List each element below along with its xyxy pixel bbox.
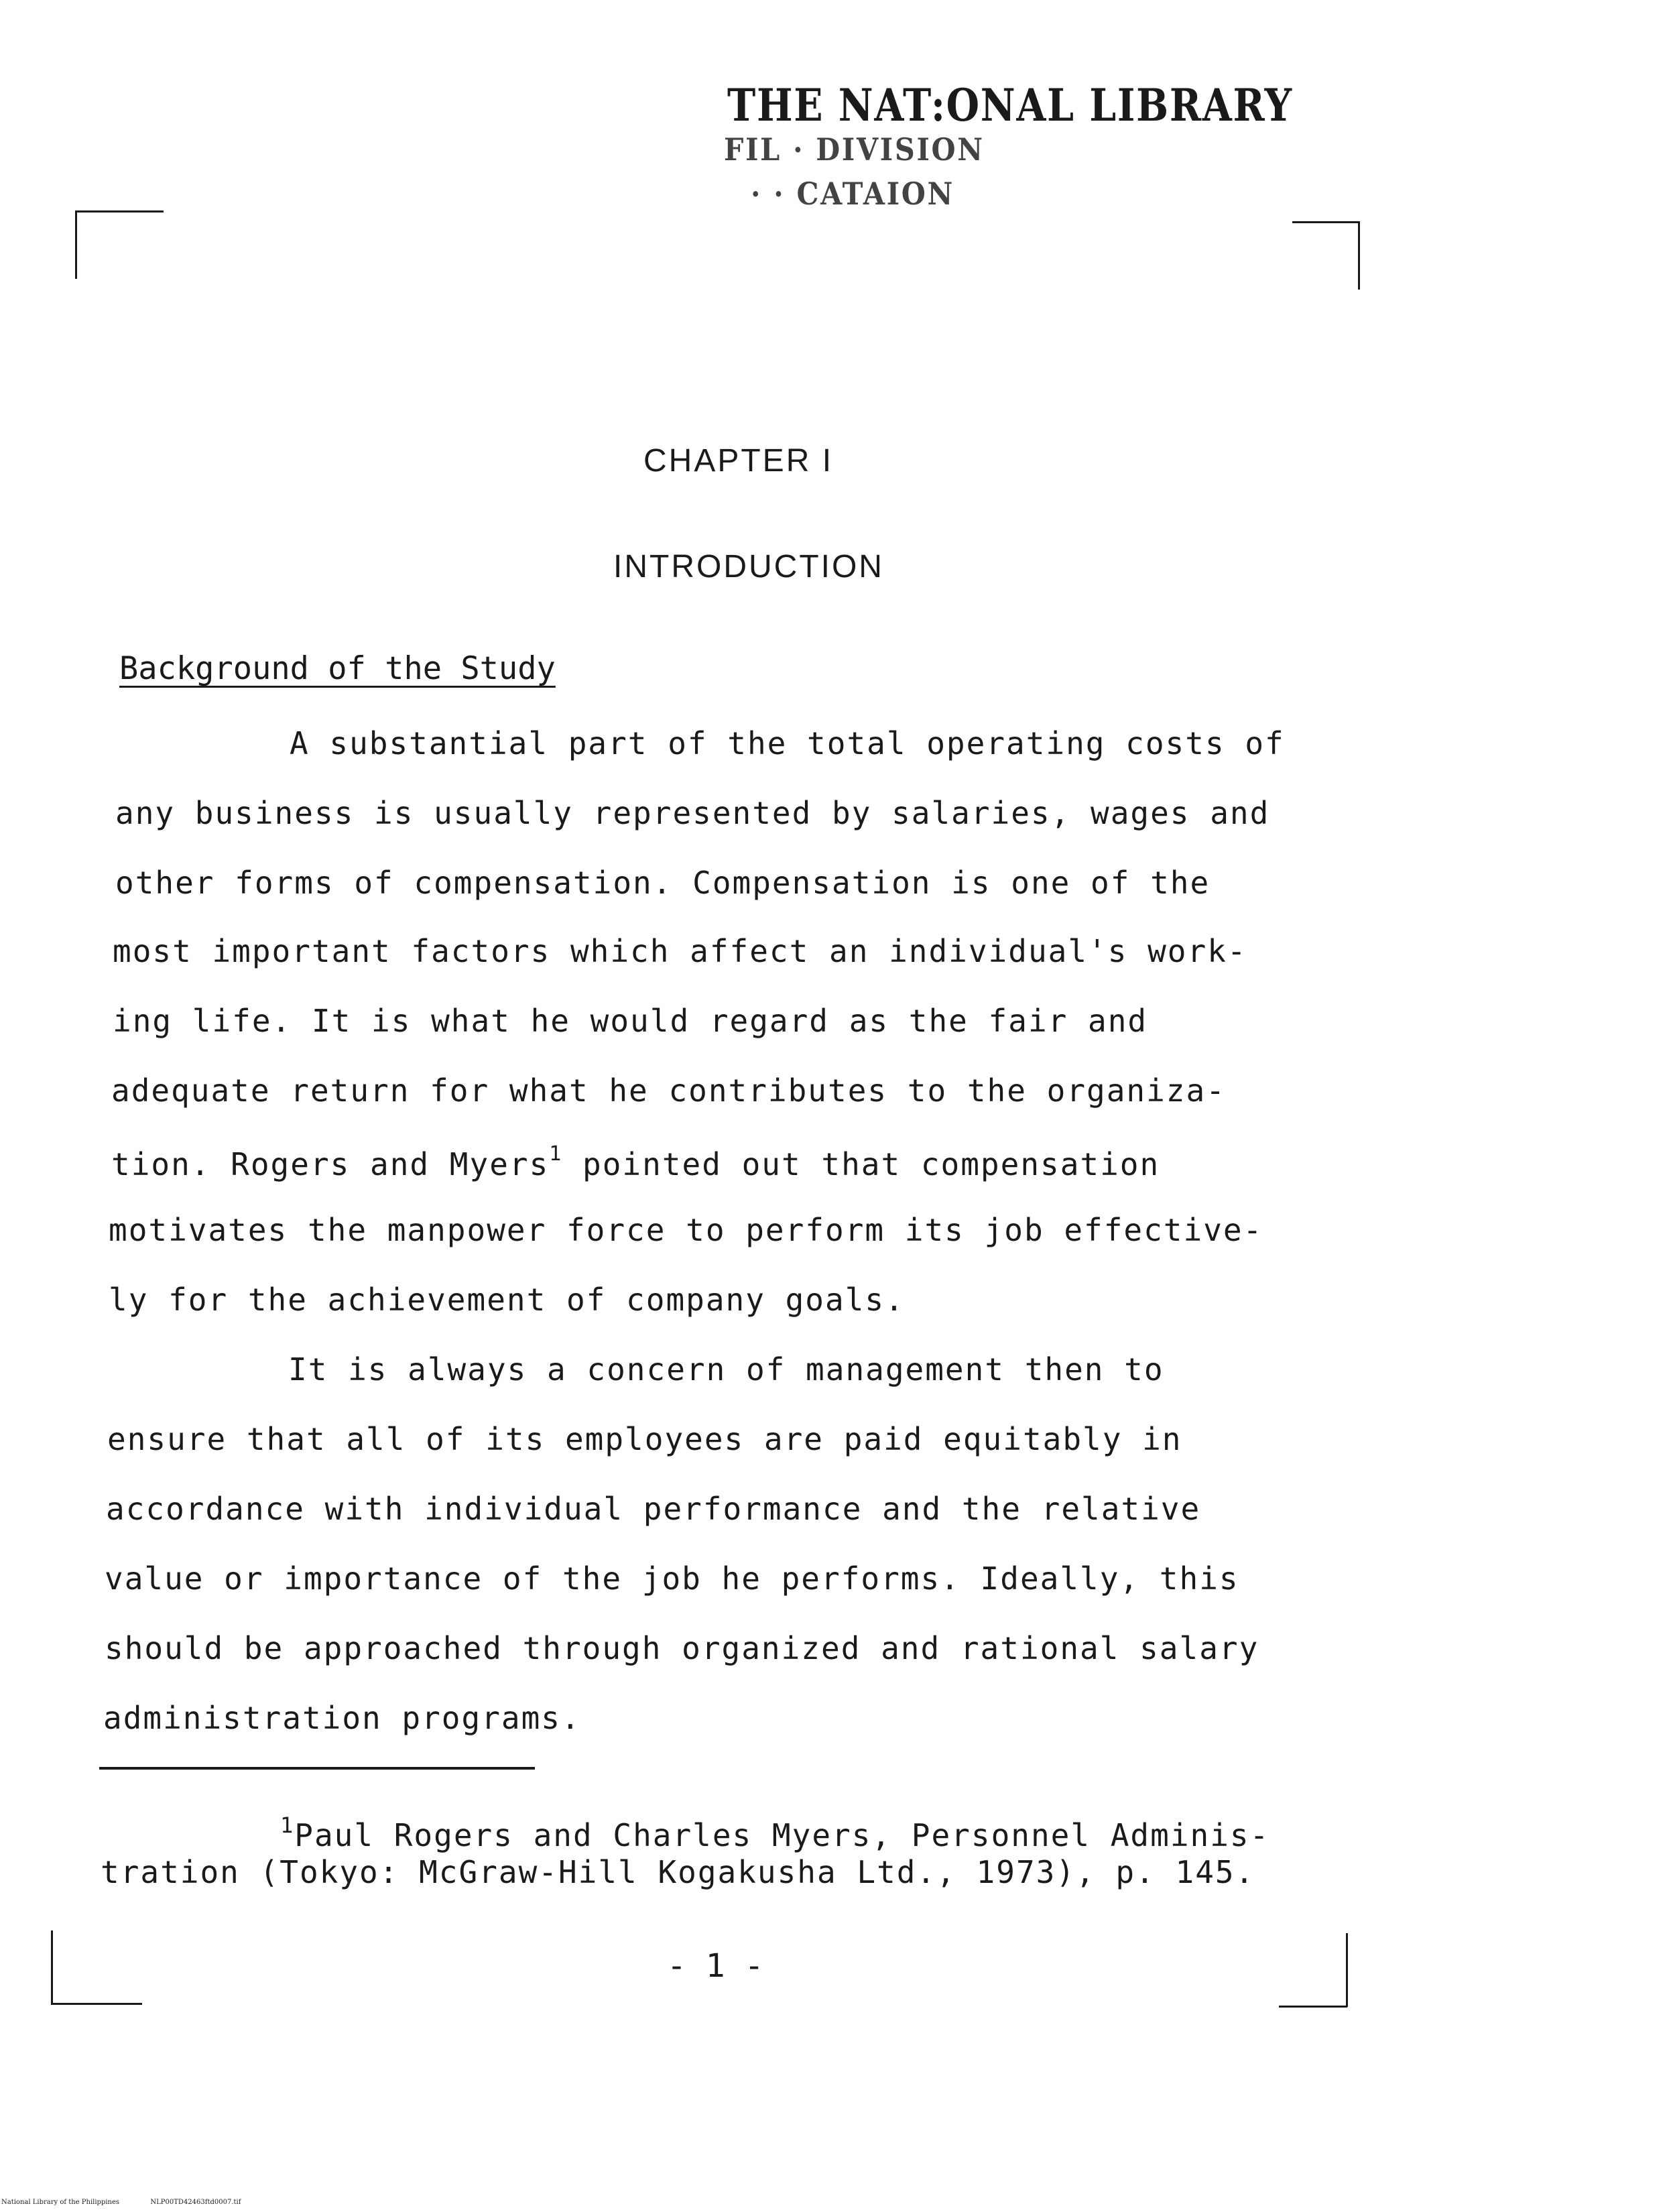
section-heading: Background of the Study (119, 650, 556, 687)
page-number: - 1 - (667, 1947, 764, 1985)
paragraph1-line4: most important factors which affect an individual's work- (113, 933, 1247, 969)
scan-credit-library: National Library of the Philippines (1, 2199, 120, 2206)
paragraph1-line3: other forms of compensation. Compensation is one of the (115, 865, 1211, 901)
chapter-title: INTRODUCTION (613, 549, 884, 585)
library-stamp-division: FIL · DIVISION (724, 131, 985, 168)
paragraph2-line1: It is always a concern of management then to (288, 1351, 1164, 1388)
crop-mark-top-left-v (75, 210, 77, 279)
crop-mark-top-right-h (1292, 221, 1359, 223)
paragraph1-line9: ly for the achievement of company goals. (109, 1282, 905, 1318)
paragraph1-line7-start: tion. Rogers and Myers (111, 1146, 550, 1182)
crop-mark-bottom-right-h (1279, 2006, 1347, 2008)
paragraph1-line8: motivates the manpower force to perform its job effective- (109, 1212, 1263, 1248)
paragraph2-line6: administration programs. (103, 1700, 581, 1736)
crop-mark-bottom-left-h (51, 2003, 142, 2005)
crop-mark-top-left-h (75, 210, 164, 212)
crop-mark-bottom-left-v (51, 1930, 53, 2004)
scan-credit-file: NLP00TD42463ftd0007.tif (150, 2199, 241, 2206)
paragraph2-line2: ensure that all of its employees are paid equitably in (107, 1421, 1182, 1457)
paragraph1-line5: ing life. It is what he would regard as the fair and (113, 1003, 1148, 1039)
scan-credit (1, 2199, 241, 2206)
crop-mark-bottom-right-v (1346, 1933, 1348, 2007)
footnote-marker: 1 (280, 1812, 295, 1838)
paragraph1-line1: A substantial part of the total operating costs of (290, 725, 1285, 761)
footnote-text-line1: Paul Rogers and Charles Myers, Personnel Adminis- (294, 1817, 1270, 1853)
library-stamp-section: · · CATAION (751, 176, 955, 212)
paragraph2-line4: value or importance of the job he performs. Ideally, this (105, 1560, 1239, 1597)
library-stamp-title: THE NAT:ONAL LIBRARY (727, 79, 1293, 131)
crop-mark-top-right-v (1358, 221, 1360, 290)
paragraph1-line2: any business is usually represented by salaries, wages and (115, 795, 1270, 831)
footnote-separator (99, 1767, 535, 1770)
chapter-number: CHAPTER I (643, 443, 834, 479)
paragraph1-line7-end: pointed out that compensation (562, 1146, 1160, 1182)
footnote-line2: tration (Tokyo: McGraw-Hill Kogakusha Ltd., 1973), p. 145. (101, 1854, 1255, 1890)
paragraph2-line5: should be approached through organized and rational salary (105, 1630, 1259, 1666)
footnote-line1 (280, 1812, 1269, 1853)
paragraph1-line6: adequate return for what he contributes to the organiza- (111, 1072, 1226, 1109)
paragraph1-line7 (111, 1142, 1160, 1182)
footnote-reference: 1 (549, 1142, 563, 1166)
paragraph2-line3: accordance with individual performance and the relative (106, 1491, 1201, 1527)
